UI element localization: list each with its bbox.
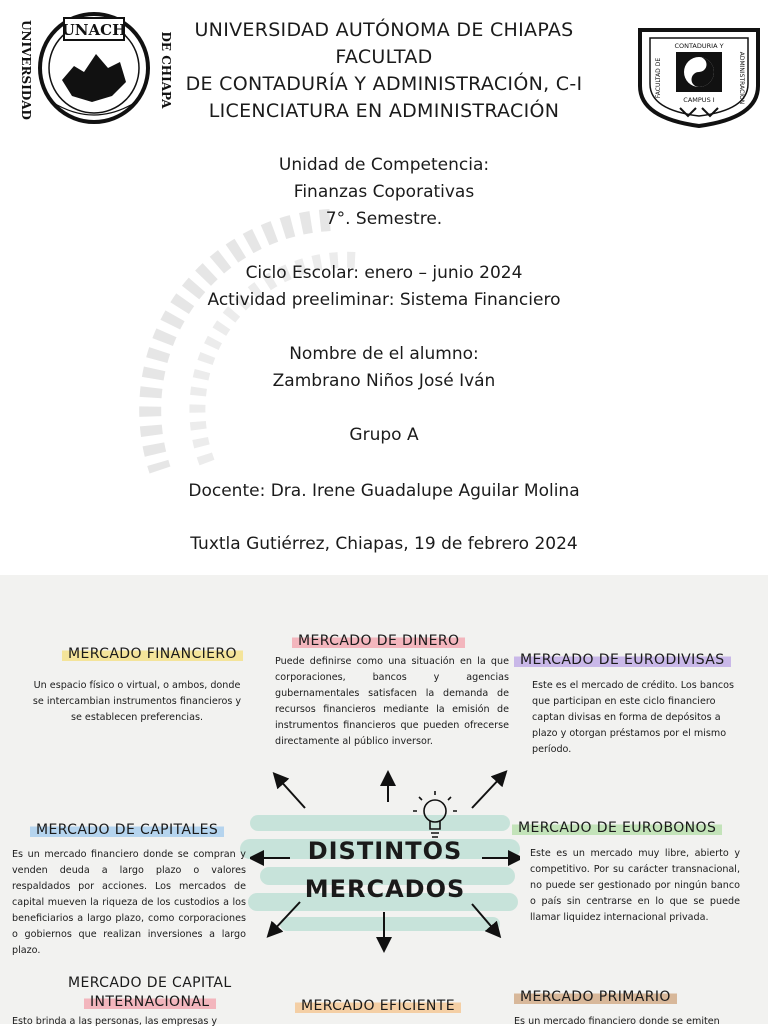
node-eurobonos-desc: Este es un mercado muy libre, abierto y competitivo. Por su carácter transnacional, no puede ser gestionado por ningún banco o país sin centrarse en lo que se puede llamar liquidez internacional privada.	[530, 848, 740, 923]
node-eurodivisas-title: MERCADO DE EURODIVISAS	[514, 651, 731, 669]
center-title-line1: DISTINTOS	[307, 837, 463, 865]
node-eurobonos-title: MERCADO DE EUROBONOS	[512, 819, 722, 837]
node-dinero-desc: Puede definirse como una situación en la que corporaciones, bancos y agencias gubernamentales satisfacen la demanda de recursos financieros mediante la emisión de instrumentos financieros que pueden ofrecerse directamente al público inversor.	[275, 656, 509, 747]
node-capital-internacional-title-2: INTERNACIONAL	[84, 993, 216, 1011]
center-title-line2: MERCADOS	[304, 875, 466, 903]
node-primario-title: MERCADO PRIMARIO	[514, 988, 677, 1006]
faculty-label: FACULTAD	[335, 46, 433, 68]
fca-seal-logo	[636, 26, 762, 128]
node-capital-internacional-desc: Esto brinda a las personas, las empresas y	[12, 1016, 218, 1027]
place-date: Tuxtla Gutiérrez, Chiapas, 19 de febrero 2024	[190, 534, 578, 554]
arrow-icon	[472, 776, 502, 808]
node-financiero-title: MERCADO FINANCIERO	[62, 645, 243, 663]
node-financiero-desc: Un espacio físico o virtual, o ambos, donde se intercambian instrumentos financieros y se establecen preferencias.	[32, 680, 242, 723]
logo-right-right-text: ADMINISTRACION	[738, 51, 745, 105]
university-name: UNIVERSIDAD AUTÓNOMA DE CHIAPAS	[194, 19, 574, 41]
arrow-icon	[472, 904, 496, 932]
unit-label: Unidad de Competencia:	[278, 155, 490, 175]
logo-right-left-text: FACULTAD DE	[655, 57, 662, 99]
faculty-name: DE CONTADURÍA Y ADMINISTRACIÓN, C-I	[185, 73, 583, 95]
logo-right-bottom-text: CAMPUS I	[683, 96, 715, 104]
semester: 7°. Semestre.	[325, 209, 443, 229]
node-primario-desc: Es un mercado financiero donde se emiten	[514, 1016, 720, 1027]
school-cycle: Ciclo Escolar: enero – junio 2024	[245, 263, 523, 283]
unach-seal-logo	[12, 10, 172, 130]
student-label: Nombre de el alumno:	[289, 344, 479, 364]
node-capitales-desc: Es un mercado financiero donde se compran y venden deuda a largo plazo o valores respaldados por acciones. Los mercados de capital mueven la riqueza de los custodios a los beneficiarios a largo plazo, como corporaciones o gobiernos que realizan inversiones a largo plazo.	[12, 849, 246, 956]
node-dinero-title: MERCADO DE DINERO	[292, 632, 465, 650]
arrow-icon	[278, 778, 305, 808]
subject-name: Finanzas Coporativas	[293, 182, 475, 202]
node-capital-internacional-title-1: MERCADO DE CAPITAL	[68, 975, 232, 991]
logo-left-side-text: UNIVERSIDAD	[19, 20, 33, 120]
activity-name: Actividad preeliminar: Sistema Financiero	[207, 290, 561, 310]
logo-right-side-text: DE CHIAPA	[159, 31, 172, 109]
center-title	[290, 832, 480, 908]
teacher-name: Docente: Dra. Irene Guadalupe Aguilar Molina	[188, 481, 580, 501]
node-eurodivisas-desc: Este es el mercado de crédito. Los bancos que participan en este ciclo financiero captan divisas en forma de depósitos a plazo y otorgan préstamos por el mismo período.	[532, 680, 735, 755]
node-capitales-title: MERCADO DE CAPITALES	[30, 821, 224, 839]
group-name: Grupo A	[349, 425, 419, 445]
logo-right-top-text: CONTADURIA Y	[674, 42, 724, 50]
node-eficiente-title: MERCADO EFICIENTE	[295, 997, 461, 1015]
student-name: Zambrano Niños José Iván	[272, 371, 496, 391]
logo-left-title: UNACH	[61, 21, 127, 39]
degree-name: LICENCIATURA EN ADMINISTRACIÓN	[208, 100, 560, 122]
